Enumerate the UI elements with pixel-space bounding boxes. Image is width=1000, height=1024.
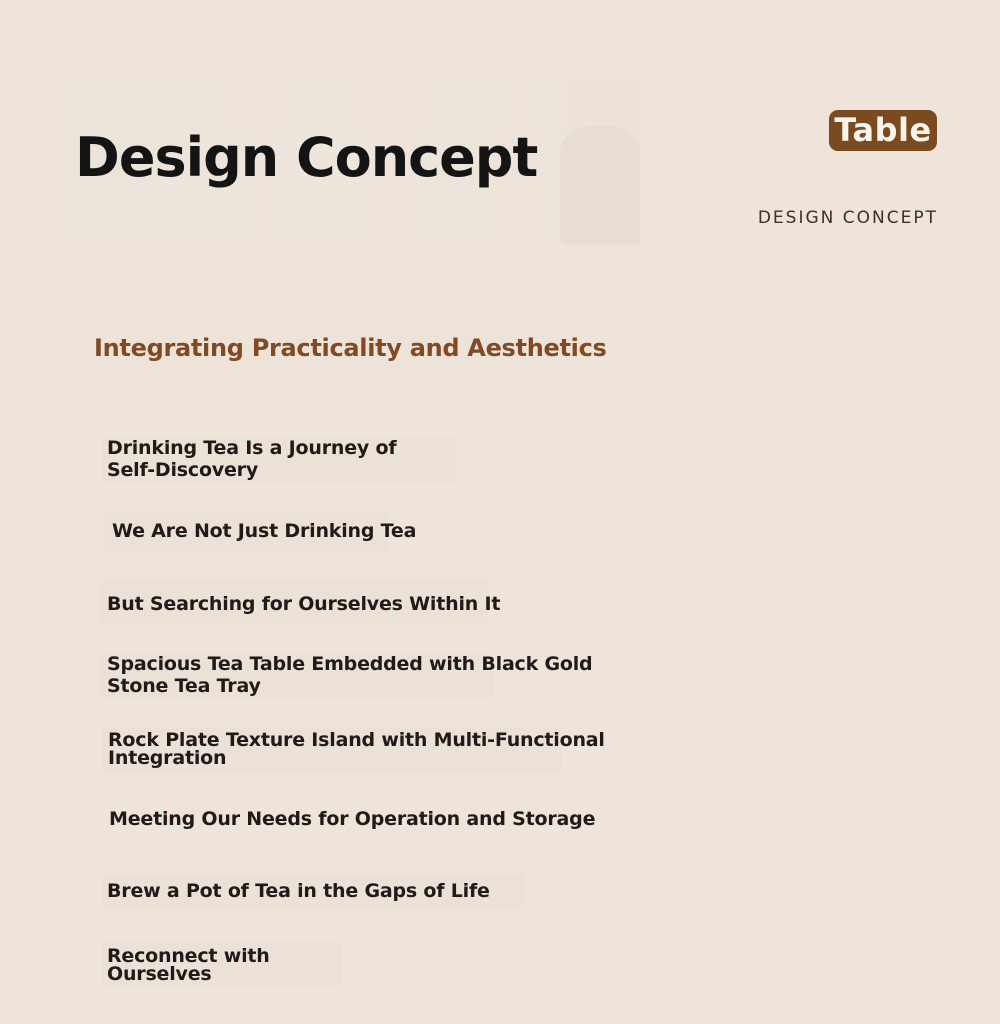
- list-item: [108, 731, 605, 767]
- list-item: [112, 520, 416, 542]
- list-item: [107, 880, 490, 902]
- list-item-line: Spacious Tea Table Embedded with Black Gold: [107, 653, 593, 675]
- list-item-line: Stone Tea Tray: [107, 675, 261, 697]
- list-item-line: Self-Discovery: [107, 459, 259, 481]
- page-title: Design Concept: [75, 126, 538, 189]
- list-item-line: But Searching for Ourselves Within It: [107, 593, 501, 615]
- list-item: [107, 593, 500, 615]
- hero-decorative-shape: [560, 126, 640, 244]
- list-item: [107, 947, 270, 983]
- list-item-line: Rock Plate Texture Island with Multi-Functional: [108, 729, 605, 751]
- list-item: [109, 808, 595, 830]
- list-item-line: Drinking Tea Is a Journey of: [107, 437, 397, 459]
- list-item: [107, 437, 396, 481]
- subtitle: Integrating Practicality and Aesthetics: [94, 334, 607, 362]
- list-item-line: Brew a Pot of Tea in the Gaps of Life: [107, 880, 490, 902]
- list-item-line: We Are Not Just Drinking Tea: [112, 520, 417, 542]
- list-item-line: Integration: [108, 747, 227, 769]
- list-item-line: Ourselves: [107, 963, 212, 985]
- list-item-line: Reconnect with: [107, 945, 270, 967]
- brand-badge: Table: [829, 110, 937, 151]
- list-item-line: Meeting Our Needs for Operation and Storage: [109, 808, 596, 830]
- list-item: [107, 653, 592, 697]
- section-label: DESIGN CONCEPT: [757, 208, 938, 228]
